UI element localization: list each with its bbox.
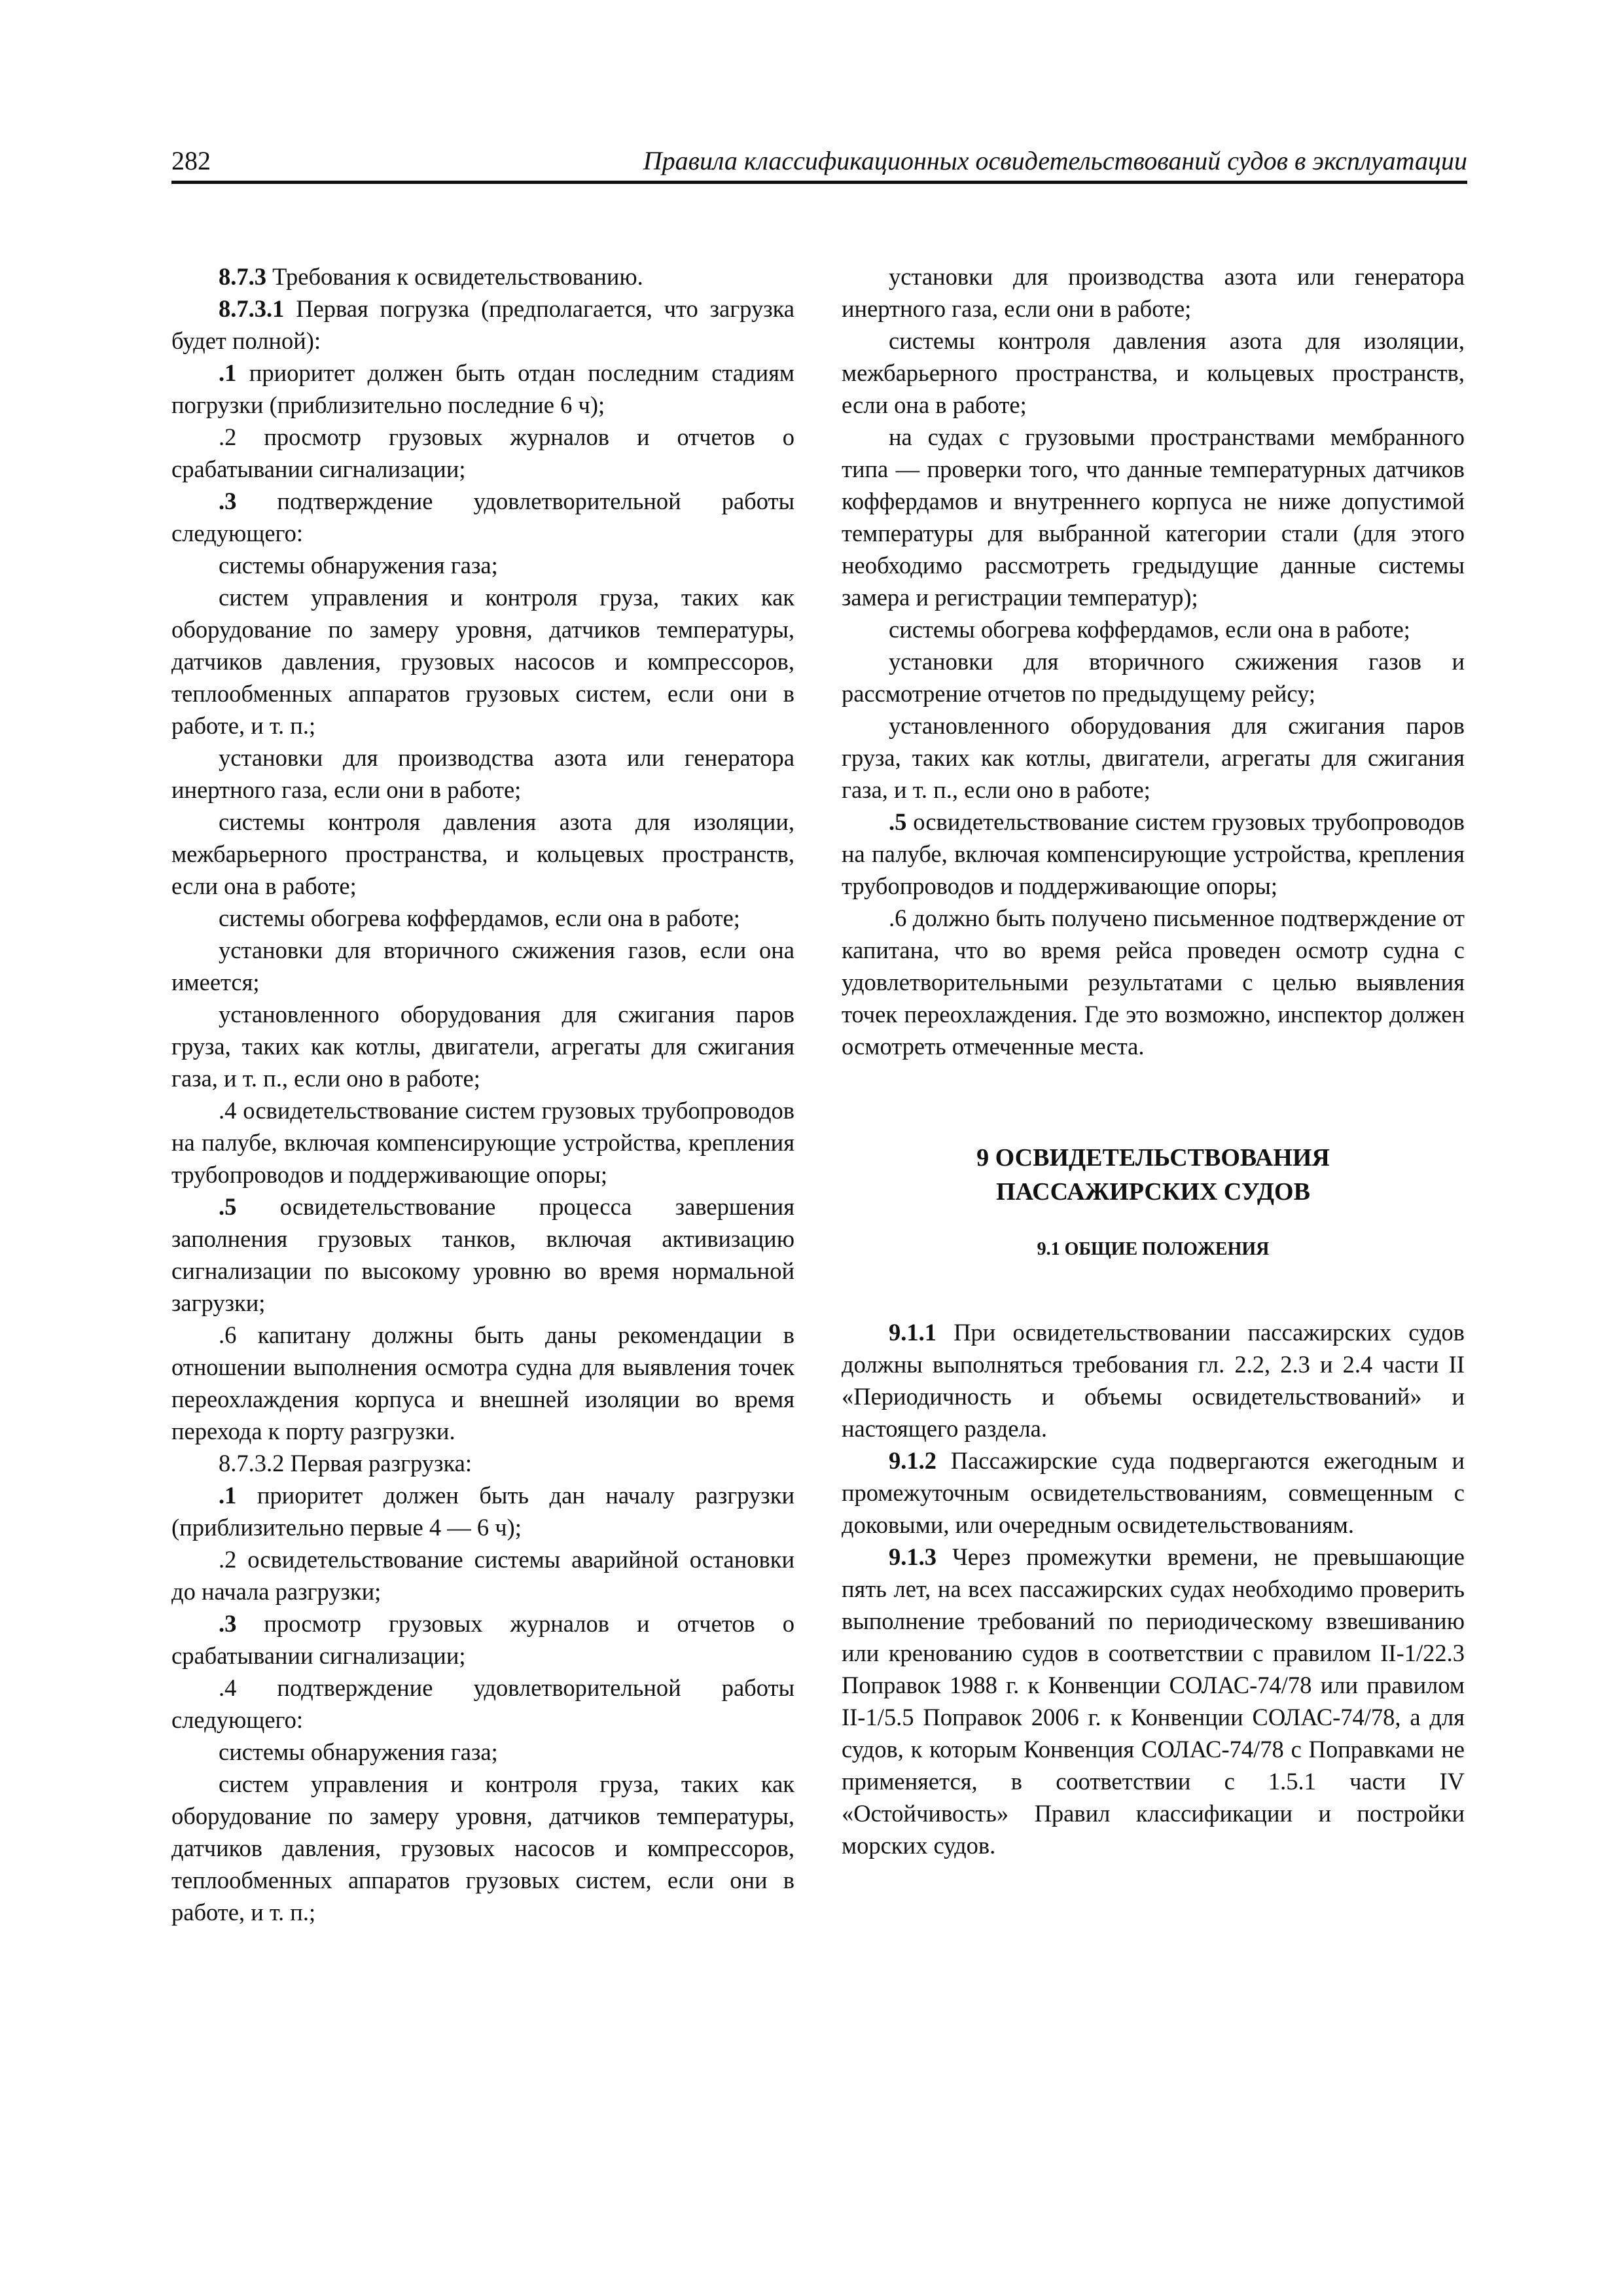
paragraph: 8.7.3 Требования к освидетельствованию. [219, 263, 643, 290]
paragraph: системы обнаружения газа; [219, 552, 498, 579]
paragraph: установленного оборудования для сжигания паров груза, таких как котлы, двигатели, агрегаты для сжигания газа, и т. п., если оно в работе; [842, 712, 1465, 803]
paragraph: .1 приоритет должен быть отдан последним стадиям погрузки (приблизительно последние 6 ч); [171, 359, 794, 418]
paragraph: .2 просмотр грузовых журналов и отчетов о срабатывании сигнализации; [171, 423, 794, 482]
left-column [171, 260, 794, 1928]
paragraph: .6 должно быть получено письменное подтверждение от капитана, что во время рейса проведен осмотр судна с удовлетворительными результатами с целью выявления точек переохлаждения. Где это возможно, инспектор должен осмотреть отмеченные места. [842, 905, 1465, 1060]
paragraph: установки для вторичного сжижения газов и рассмотрение отчетов по предыдущему рейсу; [842, 648, 1465, 707]
paragraph: систем управления и контроля груза, таких как оборудование по замеру уровня, датчиков температуры, датчиков давления, грузовых насосов и компрессоров, теплообменных аппаратов грузовых систем, если они в работе, и т. п.; [171, 1770, 794, 1926]
paragraph: 8.7.3.2 Первая разгрузка: [219, 1450, 472, 1477]
paragraph: .5 освидетельствование систем грузовых трубопроводов на палубе, включая компенсирующие устройства, крепления трубопроводов и поддерживающие опоры; [842, 808, 1465, 899]
paragraph: 9.1.2 Пассажирские суда подвергаются ежегодным и промежуточным освидетельствованиям, совмещенным с доковыми, или очередным освидетельствованиям. [842, 1447, 1465, 1538]
paragraph: .6 капитану должны быть даны рекомендации в отношении выполнения осмотра судна для выявления точек переохлаждения корпуса и внешней изоляции во время перехода к порту разгрузки. [171, 1321, 794, 1444]
paragraph: 9.1.3 Через промежутки времени, не превышающие пять лет, на всех пассажирских судах необходимо проверить выполнение требований по периодическому взвешиванию или кренованию судов в соответствии с правилом II-1/22.3 Поправок 1988 г. к Конвенции СОЛАС-74/78 или правилом II-1/5.5 Поправок 2006 г. к Конвенции СОЛАС-74/78, а для судов, к которым Конвенция СОЛАС-74/78 с Поправками не применяется, в соответствии с 1.5.1 части IV «Остойчивость» Правил классификации и постройки морских судов. [842, 1543, 1465, 1859]
page-number: 282 [171, 146, 211, 175]
paragraph: на судах с грузовыми пространствами мембранного типа — проверки того, что данные температурных датчиков коффердамов и внутреннего корпуса не ниже допустимой температуры для выбранной категории стали (для этого необходимо рассмотреть гредыдущие данные системы замера и регистрации температур); [842, 423, 1465, 611]
paragraph: .4 подтверждение удовлетворительной работы следующего: [171, 1674, 794, 1733]
paragraph: .4 освидетельствование систем грузовых трубопроводов на палубе, включая компенсирующие устройства, крепления трубопроводов и поддерживающие опоры; [171, 1097, 794, 1188]
paragraph: .3 подтверждение удовлетворительной работы следующего: [171, 488, 794, 547]
paragraph: системы обнаружения газа; [219, 1738, 498, 1765]
paragraph: установки для вторичного сжижения газов, если она имеется; [171, 937, 794, 996]
section-title: 9 ОСВИДЕТЕЛЬСТВОВАНИЯ ПАССАЖИРСКИХ СУДОВ [976, 1144, 1330, 1206]
paragraph: системы контроля давления азота для изоляции, межбарьерного пространства, и кольцевых пространств, если она в работе; [171, 808, 794, 899]
paragraph: системы контроля давления азота для изоляции, межбарьерного пространства, и кольцевых пространств, если она в работе; [842, 327, 1465, 418]
paragraph: 8.7.3.1 Первая погрузка (предполагается, что загрузка будет полной): [171, 295, 794, 354]
running-title: Правила классификационных освидетельствований судов в эксплуатации [643, 146, 1467, 175]
paragraph: установленного оборудования для сжигания паров груза, таких как котлы, двигатели, агрегаты для сжигания газа, и т. п., если оно в работе; [171, 1001, 794, 1092]
paragraph: установки для производства азота или генератора инертного газа, если они в работе; [171, 744, 794, 803]
paragraph: 9.1.1 При освидетельствовании пассажирских судов должны выполняться требования гл. 2.2, 2.3 и 2.4 части II «Периодичность и объемы освидетельствований» и настоящего раздела. [842, 1319, 1465, 1442]
paragraph: .1 приоритет должен быть дан началу разгрузки (приблизительно первые 4 — 6 ч); [171, 1482, 794, 1541]
paragraph: .3 просмотр грузовых журналов и отчетов о срабатывании сигнализации; [171, 1610, 794, 1669]
paragraph: систем управления и контроля груза, таких как оборудование по замеру уровня, датчиков температуры, датчиков давления, грузовых насосов и компрессоров, теплообменных аппаратов грузовых систем, если они в работе, и т. п.; [171, 584, 794, 739]
paragraph: .5 освидетельствование процесса завершения заполнения грузовых танков, включая активизацию сигнализации по высокому уровню во время нормальной загрузки; [171, 1193, 794, 1316]
paragraph: системы обогрева коффердамов, если она в работе; [219, 905, 740, 931]
paragraph: системы обогрева коффердамов, если она в работе; [889, 616, 1410, 643]
paragraph: .2 освидетельствование системы аварийной остановки до начала разгрузки; [171, 1546, 794, 1605]
page-header [171, 140, 1467, 184]
right-column [842, 260, 1465, 1861]
paragraph: установки для производства азота или генератора инертного газа, если они в работе; [842, 263, 1465, 322]
subsection-title: 9.1 ОБЩИЕ ПОЛОЖЕНИЯ [1037, 1239, 1270, 1259]
